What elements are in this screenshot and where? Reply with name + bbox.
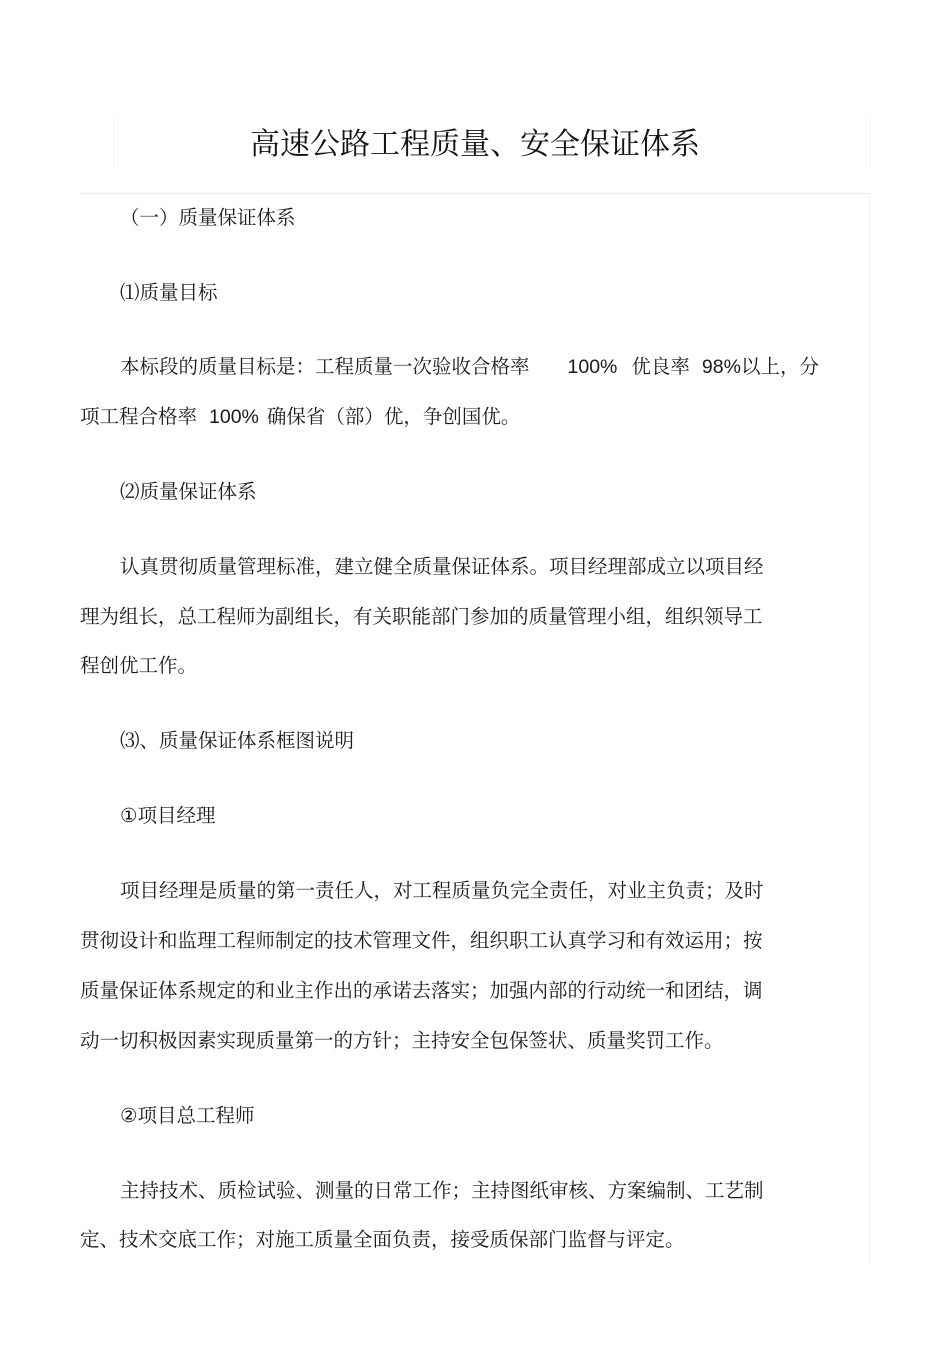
pass-rate-value: 100% xyxy=(567,356,618,378)
target-text-tail: 以上，分 xyxy=(740,355,819,378)
item-chief-engineer: ②项目总工程师 xyxy=(120,1104,255,1127)
subheading-diagram-description: ⑶、质量保证体系框图说明 xyxy=(120,729,355,752)
paragraph-line: 贯彻设计和监理工程师制定的技术管理文件，组织职工认真学习和有效运用；按 xyxy=(80,929,763,952)
paragraph-line: 质量保证体系规定的和业主作出的承诺去落实；加强内部的行动统一和团结，调 xyxy=(80,979,763,1002)
subheading-quality-target: ⑴质量目标 xyxy=(120,281,218,304)
subheading-quality-system: ⑵质量保证体系 xyxy=(120,480,257,503)
paragraph-line: 动一切积极因素实现质量第一的方针；主持安全包保签状、质量奖罚工作。 xyxy=(80,1029,724,1052)
paragraph-line: 定、技术交底工作；对施工质量全面负责，接受质保部门监督与评定。 xyxy=(80,1228,685,1251)
paragraph-line: 主持技术、质检试验、测量的日常工作；主持图纸审核、方案编制、工艺制 xyxy=(120,1179,764,1202)
target-line-2 xyxy=(80,403,520,431)
sub-project-pass-value: 100% xyxy=(209,406,259,428)
paragraph-line: 程创优工作。 xyxy=(80,654,198,677)
sub-project-pass-label: 项工程合格率 xyxy=(80,405,198,428)
paragraph-line: 认真贯彻质量管理标准，建立健全质量保证体系。项目经理部成立以项目经 xyxy=(120,555,764,578)
target-text-end: 确保省（部）优，争创国优。 xyxy=(266,405,521,428)
paragraph-line: 理为组长，总工程师为副组长，有关职能部门参加的质量管理小组，组织领导工 xyxy=(80,605,763,628)
excellent-rate-label: 优良率 xyxy=(631,355,690,378)
paragraph-line: 项目经理是质量的第一责任人，对工程质量负完全责任，对业主负责；及时 xyxy=(120,879,764,902)
section-heading-quality-system: （一）质量保证体系 xyxy=(120,206,296,229)
excellent-rate-value: 98% xyxy=(701,356,741,378)
item-project-manager: ①项目经理 xyxy=(120,804,216,827)
target-text: 本标段的质量目标是：工程质量一次验收合格率 xyxy=(120,355,530,378)
document-title: 高速公路工程质量、安全保证体系 xyxy=(250,127,700,162)
target-line-1 xyxy=(120,353,819,381)
